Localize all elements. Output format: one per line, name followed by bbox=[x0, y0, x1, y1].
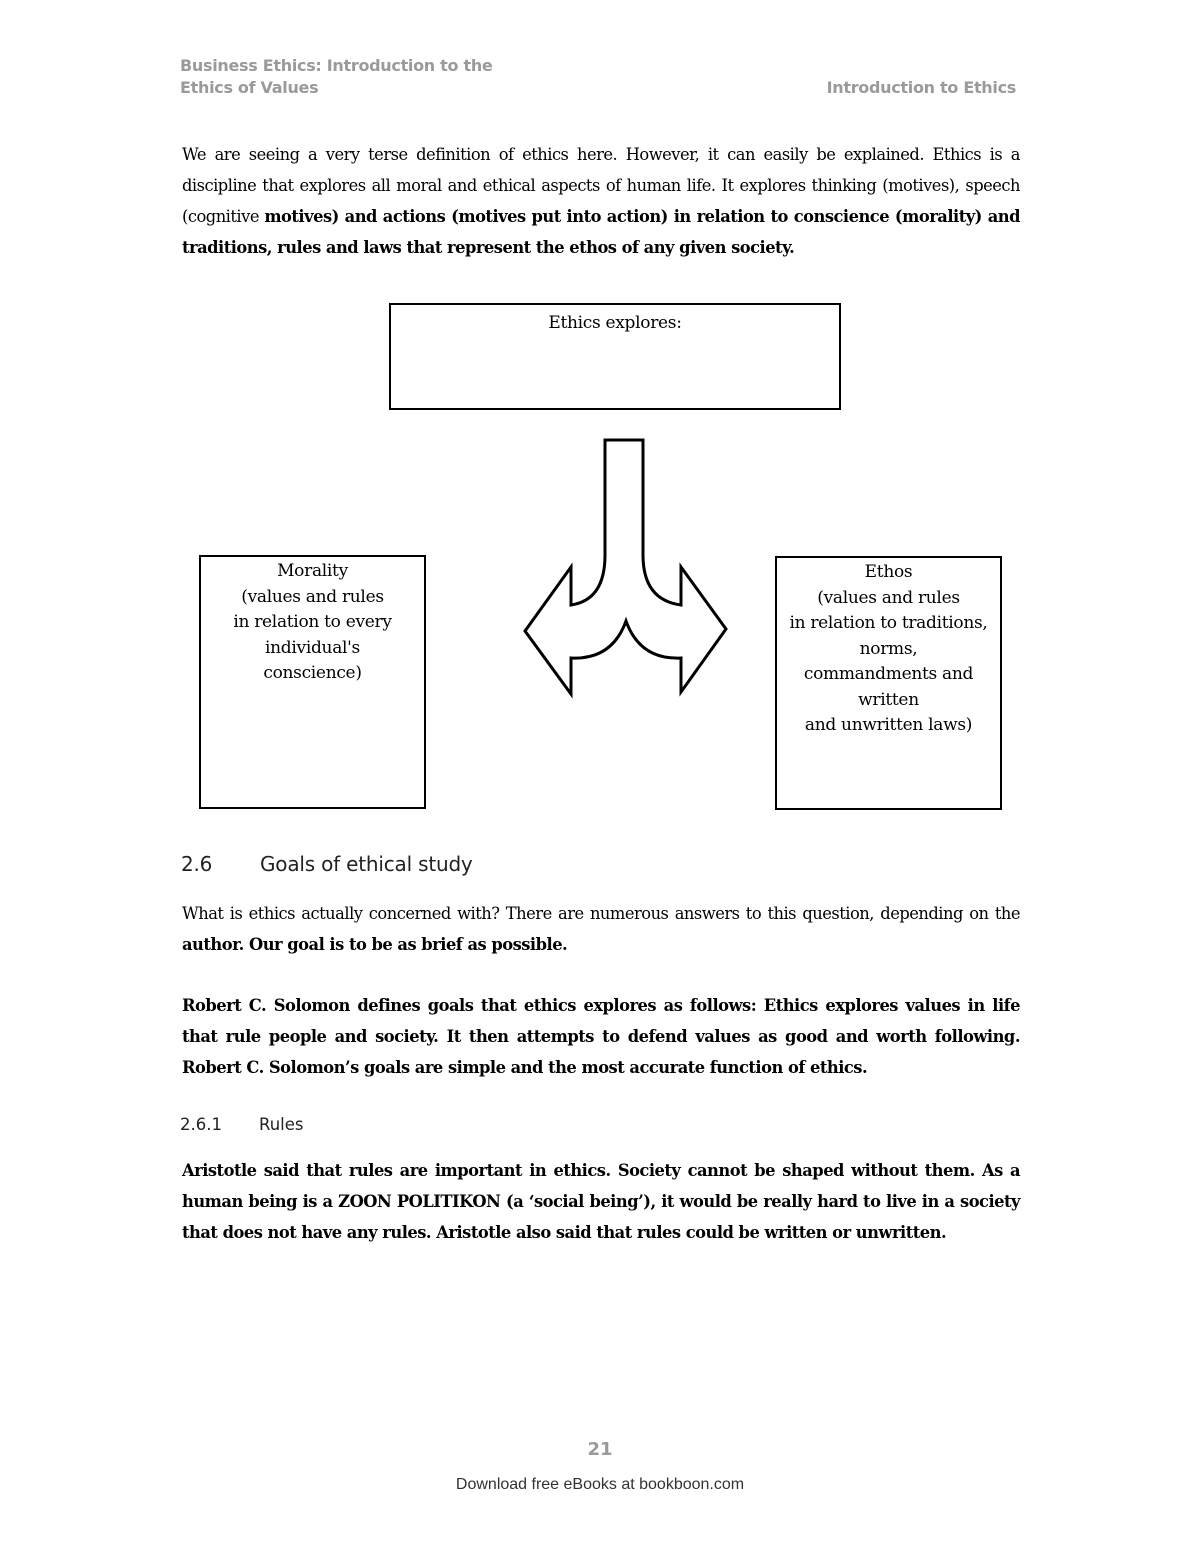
section-title: Goals of ethical study bbox=[260, 852, 473, 876]
section-paragraph-1 bbox=[182, 898, 1020, 960]
diagram-box-morality bbox=[199, 555, 426, 809]
page-number: 21 bbox=[587, 1439, 613, 1460]
subsection-number: 2.6.1 bbox=[180, 1115, 222, 1134]
morality-line-5: conscience) bbox=[263, 663, 362, 683]
footer-download-link[interactable]: Download free eBooks at bookboon.com bbox=[455, 1476, 745, 1493]
subsection-paragraph: Aristotle said that rules are important in ethics. Society cannot be shaped without them. As a human being is a ZOON POLITIKON (a ‘social being’), it would be really hard to live in a society that does not have any rules. Aristotle also said that rules could be written or unwritten. bbox=[182, 1161, 1020, 1242]
ethos-line-7: and unwritten laws) bbox=[804, 715, 973, 735]
section-p1-bold: author. Our goal is to be as brief as possible. bbox=[182, 935, 568, 954]
ethos-line-2: (values and rules bbox=[817, 587, 960, 608]
morality-line-1: Morality bbox=[277, 561, 348, 581]
morality-line-2: (values and rules bbox=[241, 586, 384, 607]
header-title-line1: Business Ethics: Introduction to the bbox=[180, 56, 493, 75]
running-header-right: Introduction to Ethics bbox=[826, 78, 1016, 97]
header-title-line2: Ethics of Values bbox=[180, 78, 319, 97]
diagram-box-ethos bbox=[775, 556, 1002, 810]
section-number: 2.6 bbox=[181, 852, 213, 876]
morality-line-4: individual's bbox=[265, 637, 360, 658]
ethos-line-3: in relation to traditions, bbox=[789, 613, 988, 633]
ethos-line-1: Ethos bbox=[864, 562, 913, 582]
section-paragraph-2: Robert C. Solomon defines goals that ethics explores as follows: Ethics explores values in life that rule people and society. It then attempts to defend values as good and worth following. Robert C. Solomon’s goals are simple and the most accurate function of ethics. bbox=[182, 996, 1020, 1077]
section-heading bbox=[181, 852, 473, 876]
subsection-heading bbox=[180, 1115, 304, 1134]
diagram-top-label: Ethics explores: bbox=[548, 313, 682, 333]
intro-normal-text: We are seeing a very terse definition of ethics here. However, it can easily be explained. Ethics is a discipline that explores all moral and ethical aspects of human life. It explores thinking (motives), speech (cognitive bbox=[182, 145, 1020, 226]
ethos-line-4: norms, bbox=[859, 638, 918, 659]
ethos-line-5: commandments and bbox=[803, 664, 974, 684]
morality-line-3: in relation to every bbox=[233, 612, 392, 632]
section-p1-normal: What is ethics actually concerned with? There are numerous answers to this question, depending on the bbox=[182, 904, 1020, 923]
ethos-line-6: written bbox=[858, 689, 919, 710]
subsection-title: Rules bbox=[259, 1115, 304, 1134]
intro-bold-text: motives) and actions (motives put into action) in relation to conscience (morality) and traditions, rules and laws that represent the ethos of any given society. bbox=[182, 207, 1020, 257]
